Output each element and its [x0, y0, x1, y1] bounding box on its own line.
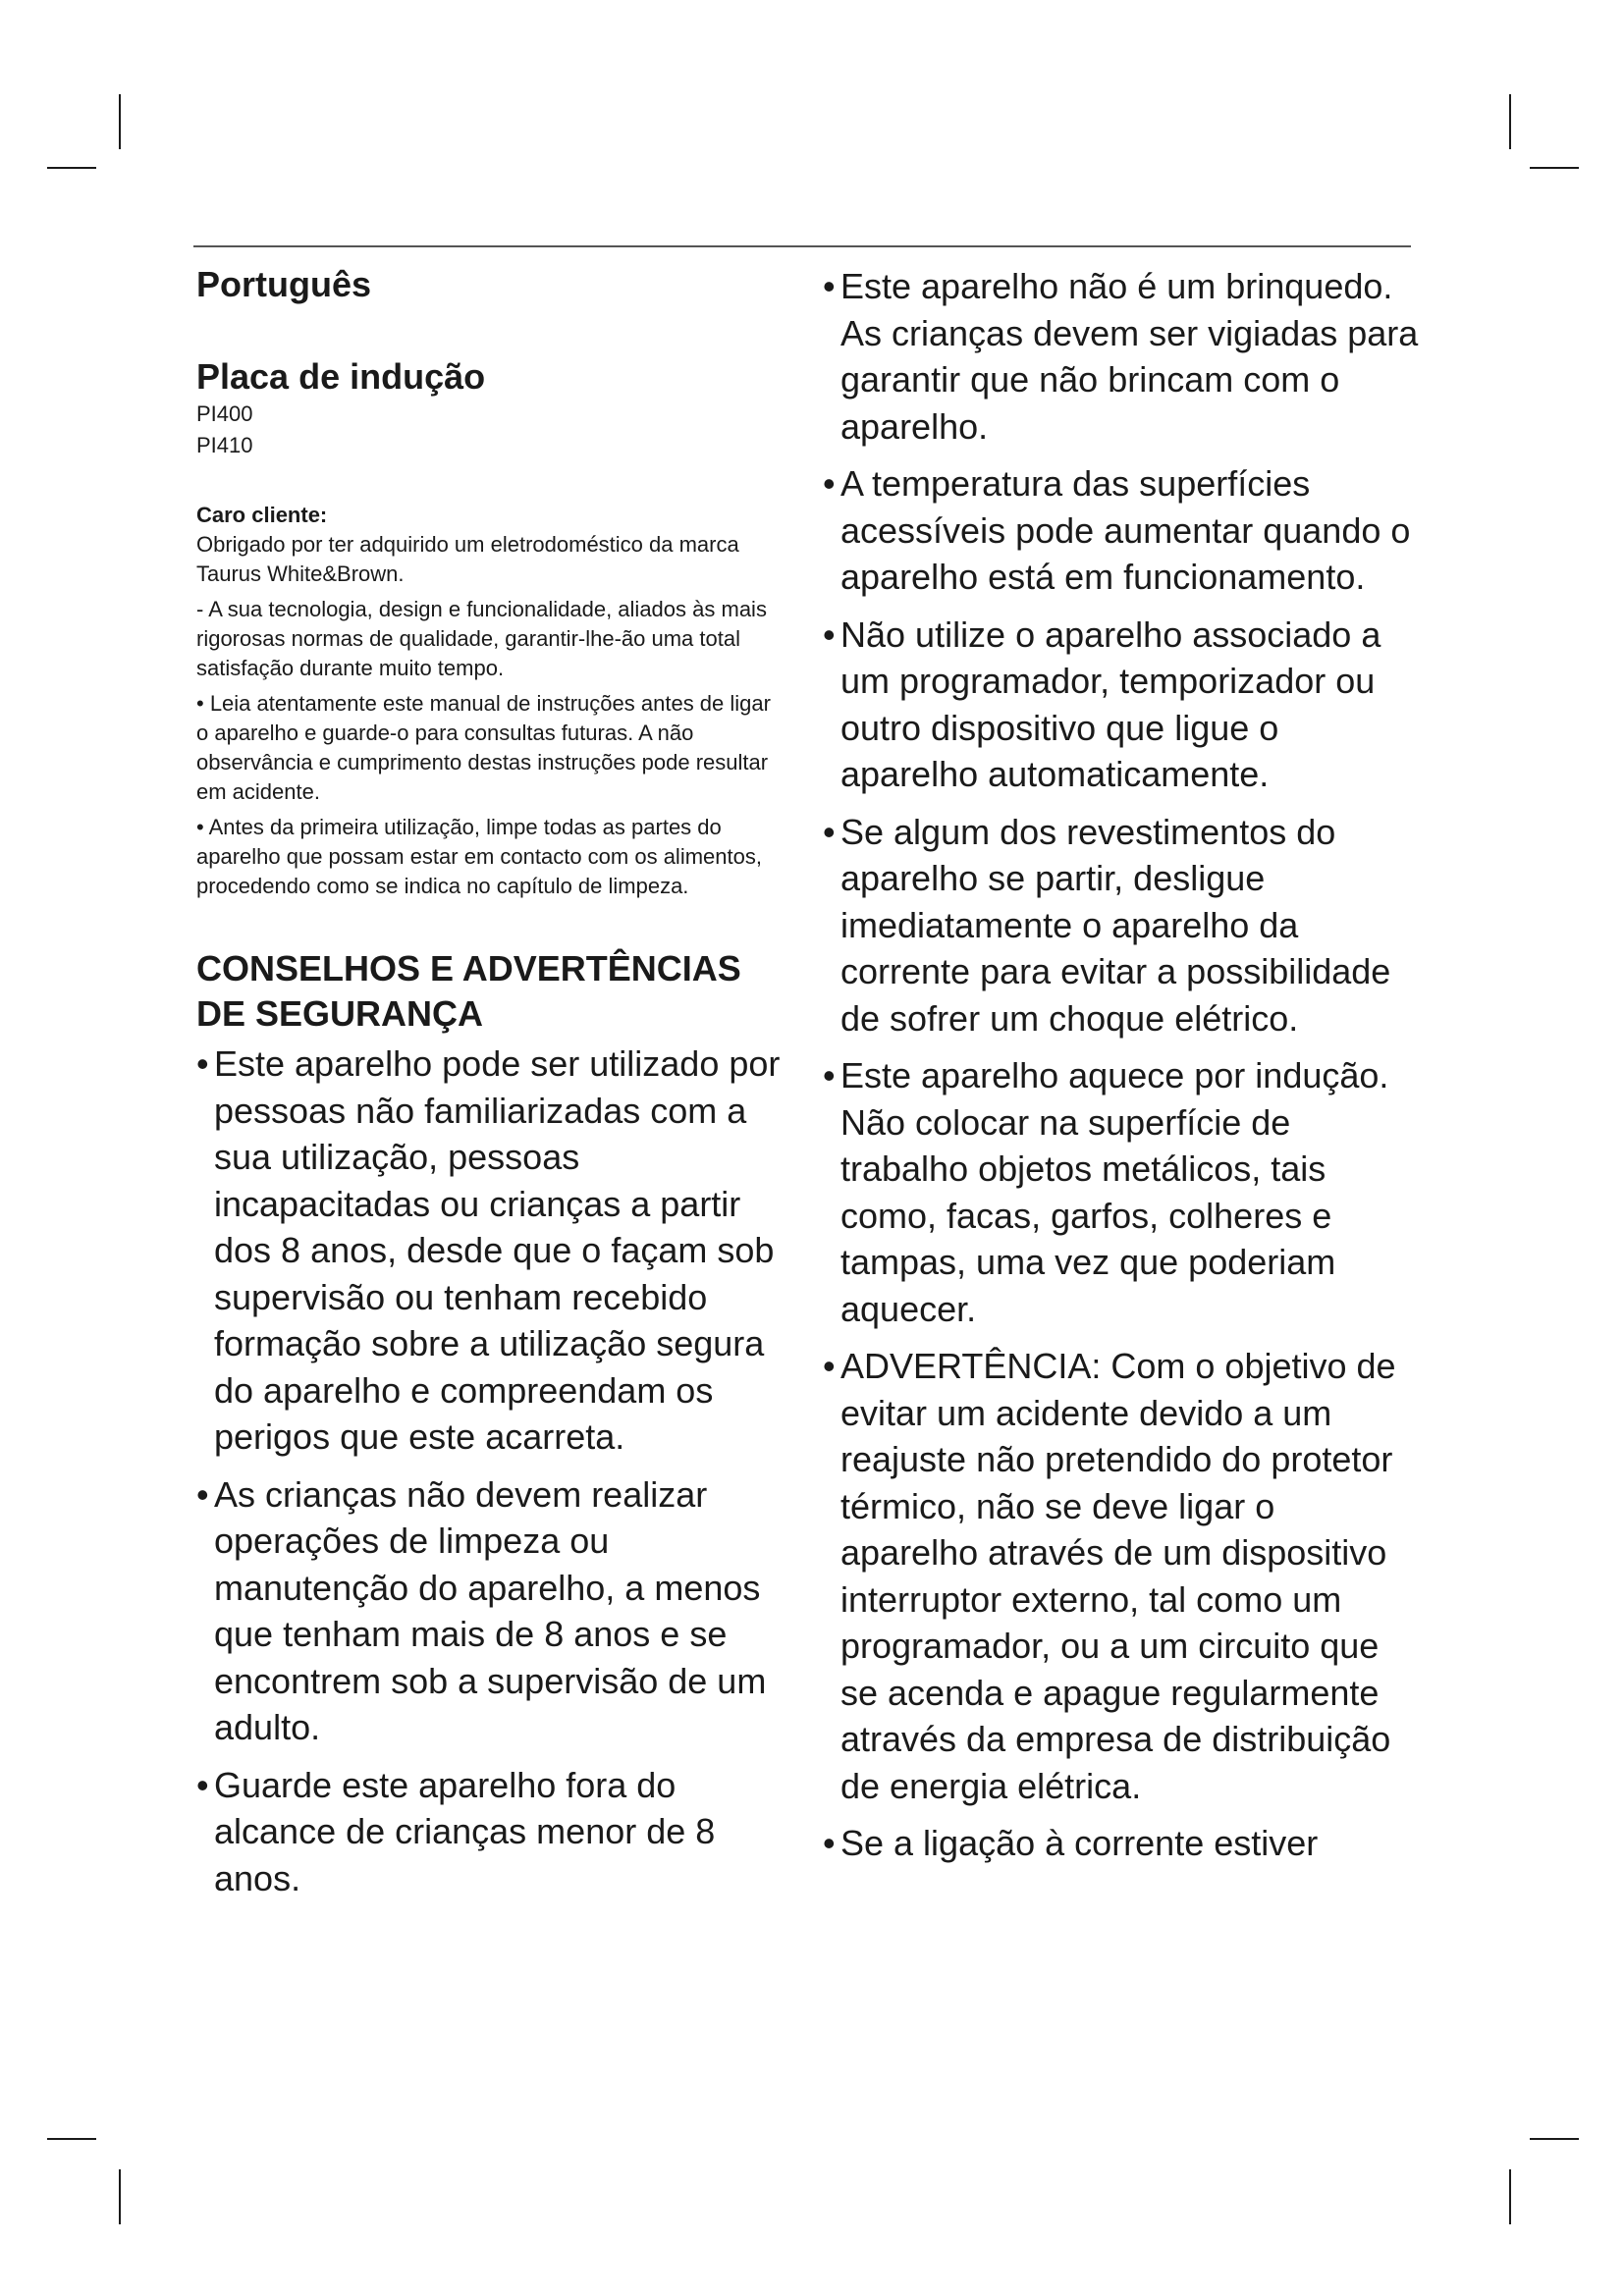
list-item-text: Não utilize o aparelho associado a um programador, temporizador ou outro dispositivo que ligue o aparelho automaticamente.	[840, 614, 1381, 794]
language-title: Português	[196, 264, 372, 304]
crop-mark-bottom-right-horizontal	[1530, 2138, 1579, 2140]
list-item	[823, 460, 1422, 601]
crop-mark-top-left-horizontal	[47, 167, 96, 169]
list-item-text: Este aparelho aquece por indução. Não colocar na superfície de trabalho objetos metálicos, tais como, facas, garfos, colheres e tampas, uma vez que poderiam aquecer.	[840, 1055, 1389, 1329]
list-item-text: ADVERTÊNCIA: Com o objetivo de evitar um acidente devido a um reajuste não pretendido do protetor térmico, não se deve ligar o aparelho através de um dispositivo interruptor externo, tal como um programador, ou a um circuito que se acenda e apague regularmente através da empresa de distribuição de energia elétrica.	[840, 1346, 1396, 1806]
list-item	[823, 1343, 1422, 1809]
greeting-heading: Caro cliente:	[196, 503, 328, 527]
list-item-text: Este aparelho não é um brinquedo. As crianças devem ser vigiadas para garantir que não brincam com o aparelho.	[840, 266, 1419, 447]
list-item	[823, 809, 1422, 1042]
bullet-icon: •	[196, 1473, 209, 1515]
list-item	[823, 612, 1422, 798]
intro-paragraph: • Leia atentamente este manual de instruções antes de ligar o aparelho e guarde-o para consultas futuras. A não observância e cumprimento destas instruções pode resultar em acidente.	[196, 691, 771, 804]
list-item	[823, 263, 1422, 450]
intro-paragraph: Obrigado por ter adquirido um eletrodoméstico da marca Taurus White&Brown.	[196, 532, 739, 586]
list-item-text: A temperatura das superfícies acessíveis pode aumentar quando o aparelho está em funcionamento.	[840, 463, 1411, 597]
list-item	[196, 1041, 785, 1461]
list-item-text: Este aparelho pode ser utilizado por pessoas não familiarizadas com a sua utilização, pessoas incapacitadas ou crianças a partir dos 8 anos, desde que o façam sob supervisão ou tenham recebido formação sobre a utilização segura do aparelho e compreendam os perigos que este acarreta.	[214, 1043, 781, 1457]
crop-mark-bottom-left-horizontal	[47, 2138, 96, 2140]
bullet-icon: •	[823, 463, 836, 504]
safety-list-right	[823, 263, 1422, 1867]
crop-mark-bottom-right-vertical	[1509, 2169, 1511, 2224]
product-title: Placa de indução	[196, 356, 486, 397]
list-item-text: Se algum dos revestimentos do aparelho se partir, desligue imediatamente o aparelho da corrente para evitar a possibilidade de sofrer um choque elétrico.	[840, 811, 1391, 1039]
bullet-icon: •	[823, 811, 836, 852]
intro-paragraph: • Antes da primeira utilização, limpe todas as partes do aparelho que possam estar em contacto com os alimentos, procedendo como se indica no capítulo de limpeza.	[196, 815, 762, 898]
bullet-icon: •	[823, 266, 836, 306]
crop-mark-bottom-left-vertical	[119, 2169, 121, 2224]
safety-list-left	[196, 1041, 785, 1901]
bullet-icon: •	[823, 614, 836, 655]
model-code: PI400	[196, 401, 253, 426]
bullet-icon: •	[823, 1346, 836, 1386]
crop-mark-top-right-horizontal	[1530, 167, 1579, 169]
model-list	[196, 399, 785, 461]
list-item	[196, 1762, 785, 1902]
list-item-text: Guarde este aparelho fora do alcance de crianças menor de 8 anos.	[214, 1764, 716, 1898]
model-code: PI410	[196, 433, 253, 457]
list-item	[823, 1052, 1422, 1332]
list-item	[823, 1820, 1422, 1867]
list-item	[196, 1471, 785, 1751]
list-item-text: Se a ligação à corrente estiver	[840, 1823, 1319, 1863]
bullet-icon: •	[823, 1823, 836, 1863]
intro-paragraph: - A sua tecnologia, design e funcionalidade, aliados às mais rigorosas normas de qualidade, garantir-lhe-ão uma total satisfação durante muito tempo.	[196, 597, 767, 680]
header-rule	[193, 245, 1411, 247]
list-item-text: As crianças não devem realizar operações de limpeza ou manutenção do aparelho, a menos que tenham mais de 8 anos e se encontrem sob a supervisão de um adulto.	[214, 1473, 767, 1747]
crop-mark-top-left-vertical	[119, 94, 121, 149]
bullet-icon: •	[196, 1043, 209, 1084]
bullet-icon: •	[196, 1764, 209, 1805]
bullet-icon: •	[823, 1055, 836, 1095]
crop-mark-top-right-vertical	[1509, 94, 1511, 149]
left-column	[196, 263, 785, 1912]
right-column	[823, 263, 1422, 1878]
safety-heading: CONSELHOS E ADVERTÊNCIAS DE SEGURANÇA	[196, 948, 741, 1034]
